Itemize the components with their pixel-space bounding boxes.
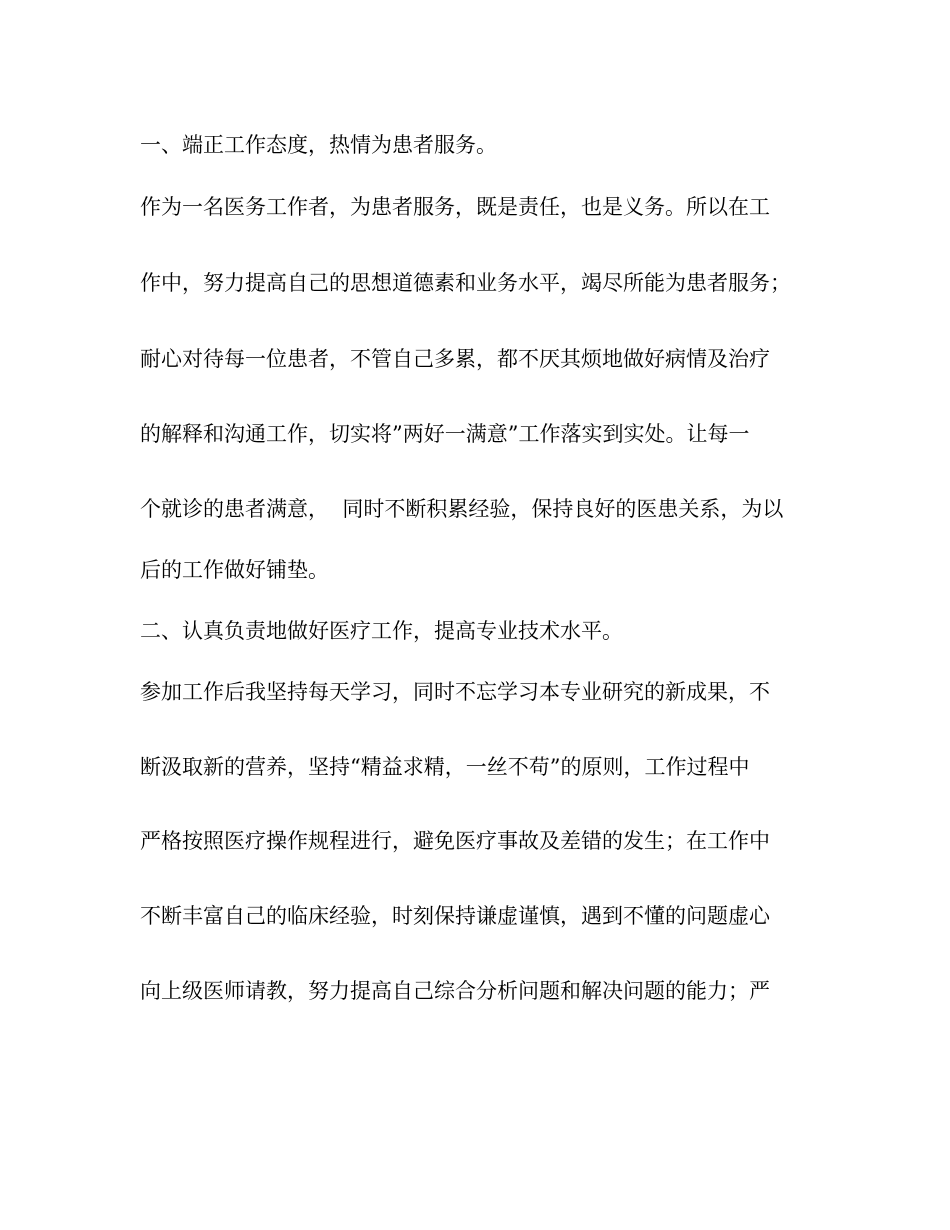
paragraph-line: 个就诊的患者满意， 同时不断积累经验，保持良好的医患关系，为以 bbox=[140, 497, 784, 521]
paragraph-line: 断汲取新的营养，坚持“精益求精，一丝不苟”的原则，工作过程中 bbox=[140, 755, 750, 779]
paragraph-line: 的解释和沟通工作，切实将”两好一满意”工作落实到实处。让每一 bbox=[140, 422, 750, 446]
paragraph-line: 参加工作后我坚持每天学习，同时不忘学习本专业研究的新成果，不 bbox=[140, 680, 770, 704]
section-heading-1: 一、端正工作态度，热情为患者服务。 bbox=[140, 133, 497, 157]
paragraph-line: 作为一名医务工作者，为患者服务，既是责任，也是义务。所以在工 bbox=[140, 195, 770, 219]
paragraph-line: 耐心对待每一位患者，不管自己多累，都不厌其烦地做好病情及治疗 bbox=[140, 347, 770, 371]
paragraph-line: 向上级医师请教，努力提高自己综合分析问题和解决问题的能力；严 bbox=[140, 979, 770, 1003]
paragraph-line: 严格按照医疗操作规程进行，避免医疗事故及差错的发生；在工作中 bbox=[140, 829, 770, 853]
section-heading-2: 二、认真负责地做好医疗工作，提高专业技术水平。 bbox=[140, 619, 623, 643]
paragraph-line: 不断丰富自己的临床经验，时刻保持谦虚谨慎，遇到不懂的问题虚心 bbox=[140, 904, 770, 928]
paragraph-line: 作中，努力提高自己的思想道德素和业务水平，竭尽所能为患者服务； bbox=[140, 271, 791, 295]
paragraph-line: 后的工作做好铺垫。 bbox=[140, 558, 329, 582]
